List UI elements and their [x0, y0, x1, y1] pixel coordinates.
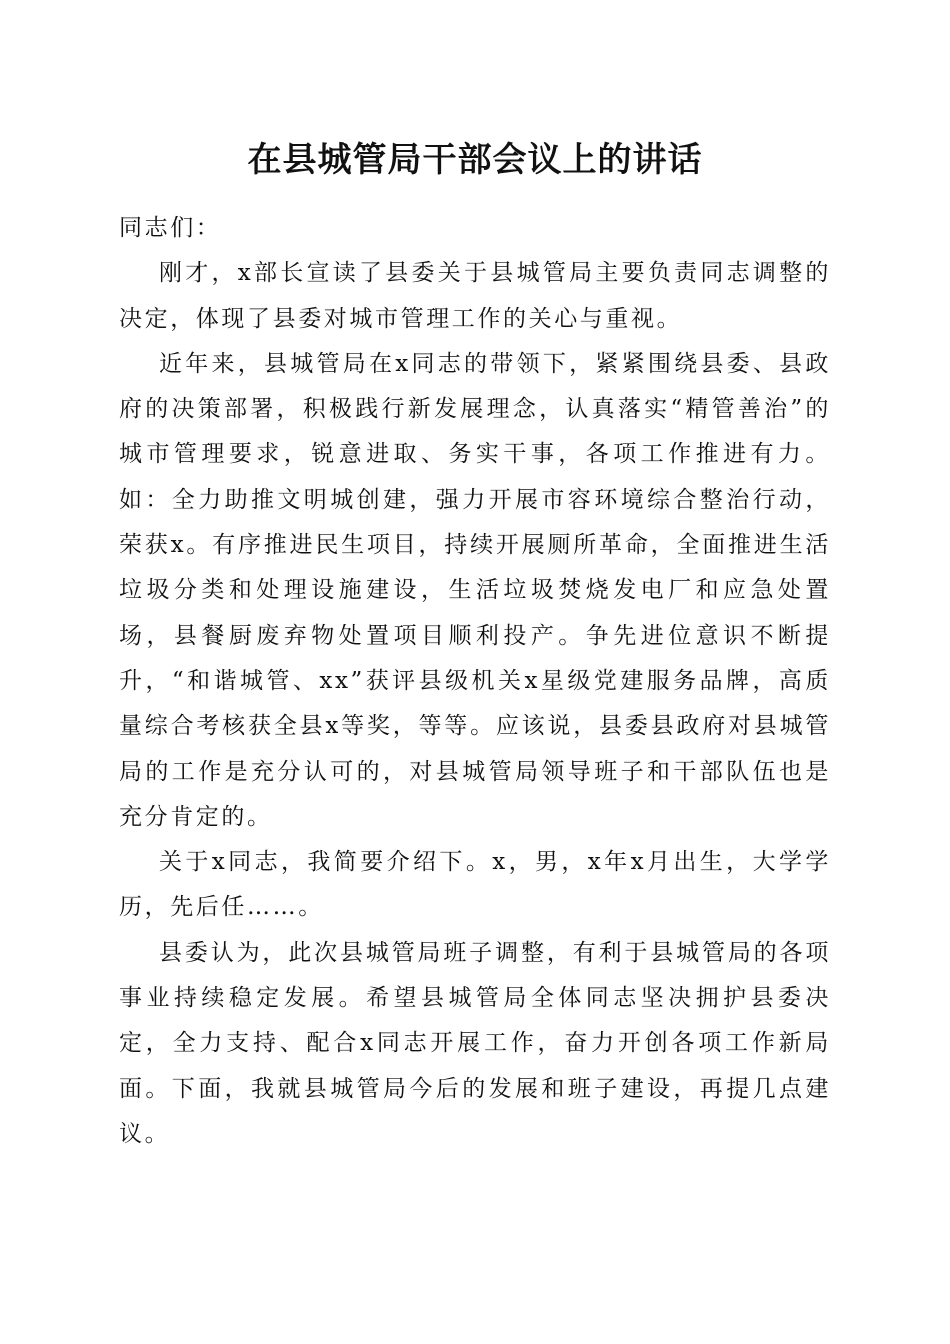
paragraph-2: 近年来，县城管局在x同志的带领下，紧紧围绕县委、县政府的决策部署，积极践行新发展理念，认真落实“精管善治”的城市管理要求，锐意进取、务实干事，各项工作推进有力。如：全力助推文明城创建，强力开展市容环境综合整治行动，荣获x。有序推进民生项目，持续开展厕所革命，全面推进生活垃圾分类和处理设施建设，生活垃圾焚烧发电厂和应急处置场，县餐厨废弃物处置项目顺利投产。争先进位意识不断提升，“和谐城管、xx”获评县级机关x星级党建服务品牌，高质量综合考核获全县x等奖，等等。应该说，县委县政府对县城管局的工作是充分认可的，对县城管局领导班子和干部队伍也是充分肯定的。: [119, 350, 831, 830]
document-title: 在县城管局干部会议上的讲话: [247, 140, 703, 180]
salutation: 同志们：: [119, 215, 222, 241]
paragraph-4: 县委认为，此次县城管局班子调整，有利于县城管局的各项事业持续稳定发展。希望县城管局全体同志坚决拥护县委决定，全力支持、配合x同志开展工作，奋力开创各项工作新局面。下面，我就县城管局今后的发展和班子建设，再提几点建议。: [119, 939, 831, 1147]
document-body: [119, 206, 831, 1157]
paragraph-3: 关于x同志，我简要介绍下。x，男，x年x月出生，大学学历，先后任……。: [119, 849, 831, 921]
paragraph-1: 刚才，x部长宣读了县委关于县城管局主要负责同志调整的决定，体现了县委对城市管理工作的关心与重视。: [119, 260, 831, 332]
